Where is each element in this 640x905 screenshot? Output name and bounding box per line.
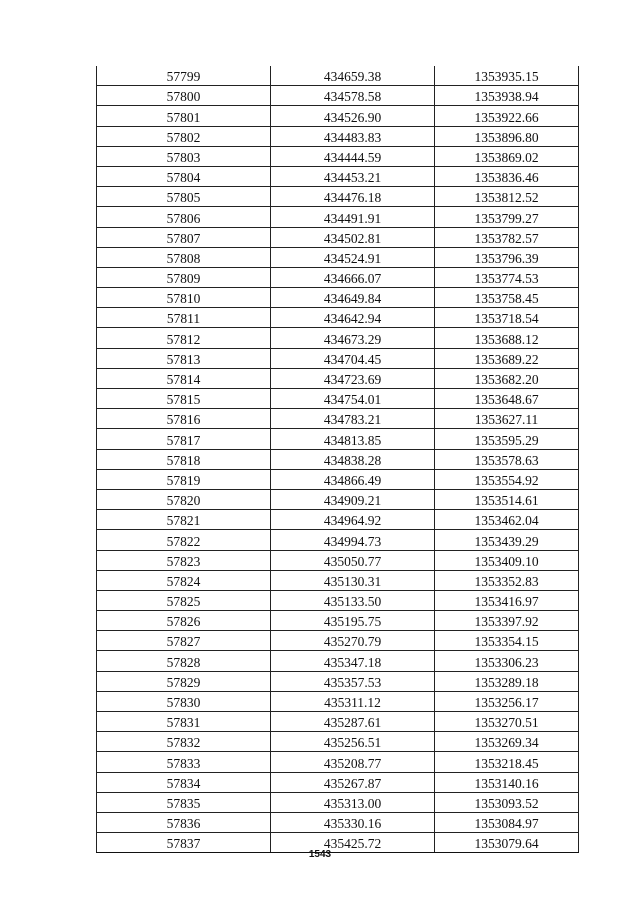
point-id-cell: 57826	[97, 611, 271, 631]
table-row	[97, 348, 579, 368]
table-row	[97, 691, 579, 711]
point-id-cell: 57827	[97, 631, 271, 651]
x-coordinate-cell: 434578.58	[271, 86, 435, 106]
point-id-cell: 57807	[97, 227, 271, 247]
table-row	[97, 187, 579, 207]
y-coordinate-cell: 1353812.52	[435, 187, 579, 207]
point-id-cell: 57835	[97, 792, 271, 812]
x-coordinate-cell: 434444.59	[271, 146, 435, 166]
x-coordinate-cell: 434524.91	[271, 247, 435, 267]
table-row	[97, 611, 579, 631]
x-coordinate-cell: 435425.72	[271, 833, 435, 853]
point-id-cell: 57810	[97, 288, 271, 308]
y-coordinate-cell: 1353079.64	[435, 833, 579, 853]
table-row	[97, 166, 579, 186]
y-coordinate-cell: 1353799.27	[435, 207, 579, 227]
point-id-cell: 57819	[97, 469, 271, 489]
x-coordinate-cell: 434783.21	[271, 409, 435, 429]
x-coordinate-cell: 435050.77	[271, 550, 435, 570]
y-coordinate-cell: 1353084.97	[435, 812, 579, 832]
y-coordinate-cell: 1353836.46	[435, 166, 579, 186]
x-coordinate-cell: 434964.92	[271, 510, 435, 530]
y-coordinate-cell: 1353782.57	[435, 227, 579, 247]
x-coordinate-cell: 435330.16	[271, 812, 435, 832]
x-coordinate-cell: 435347.18	[271, 651, 435, 671]
point-id-cell: 57823	[97, 550, 271, 570]
table-row	[97, 66, 579, 86]
y-coordinate-cell: 1353758.45	[435, 288, 579, 308]
coordinate-table	[96, 66, 579, 853]
point-id-cell: 57829	[97, 671, 271, 691]
x-coordinate-cell: 435313.00	[271, 792, 435, 812]
point-id-cell: 57804	[97, 166, 271, 186]
x-coordinate-cell: 434491.91	[271, 207, 435, 227]
x-coordinate-cell: 435287.61	[271, 712, 435, 732]
point-id-cell: 57833	[97, 752, 271, 772]
x-coordinate-cell: 434838.28	[271, 449, 435, 469]
x-coordinate-cell: 434704.45	[271, 348, 435, 368]
table-row	[97, 227, 579, 247]
y-coordinate-cell: 1353269.34	[435, 732, 579, 752]
point-id-cell: 57809	[97, 267, 271, 287]
table-row	[97, 712, 579, 732]
x-coordinate-cell: 435208.77	[271, 752, 435, 772]
table-row	[97, 308, 579, 328]
x-coordinate-cell: 434526.90	[271, 106, 435, 126]
table-row	[97, 590, 579, 610]
y-coordinate-cell: 1353462.04	[435, 510, 579, 530]
x-coordinate-cell: 434483.83	[271, 126, 435, 146]
y-coordinate-cell: 1353218.45	[435, 752, 579, 772]
y-coordinate-cell: 1353938.94	[435, 86, 579, 106]
y-coordinate-cell: 1353554.92	[435, 469, 579, 489]
table-row	[97, 389, 579, 409]
point-id-cell: 57824	[97, 570, 271, 590]
y-coordinate-cell: 1353270.51	[435, 712, 579, 732]
table-row	[97, 792, 579, 812]
point-id-cell: 57816	[97, 409, 271, 429]
point-id-cell: 57825	[97, 590, 271, 610]
table-row	[97, 247, 579, 267]
table-row	[97, 732, 579, 752]
x-coordinate-cell: 435195.75	[271, 611, 435, 631]
table-row	[97, 126, 579, 146]
point-id-cell: 57802	[97, 126, 271, 146]
point-id-cell: 57817	[97, 429, 271, 449]
point-id-cell: 57806	[97, 207, 271, 227]
table-row	[97, 86, 579, 106]
point-id-cell: 57812	[97, 328, 271, 348]
point-id-cell: 57801	[97, 106, 271, 126]
point-id-cell: 57803	[97, 146, 271, 166]
page-number: 1543	[308, 849, 332, 860]
y-coordinate-cell: 1353896.80	[435, 126, 579, 146]
y-coordinate-cell: 1353648.67	[435, 389, 579, 409]
x-coordinate-cell: 434866.49	[271, 469, 435, 489]
table-row	[97, 146, 579, 166]
table-row	[97, 489, 579, 509]
table-row	[97, 812, 579, 832]
x-coordinate-cell: 435270.79	[271, 631, 435, 651]
point-id-cell: 57811	[97, 308, 271, 328]
y-coordinate-cell: 1353627.11	[435, 409, 579, 429]
x-coordinate-cell: 435267.87	[271, 772, 435, 792]
y-coordinate-cell: 1353595.29	[435, 429, 579, 449]
table-row	[97, 671, 579, 691]
point-id-cell: 57815	[97, 389, 271, 409]
table-row	[97, 752, 579, 772]
table-row	[97, 449, 579, 469]
point-id-cell: 57836	[97, 812, 271, 832]
y-coordinate-cell: 1353409.10	[435, 550, 579, 570]
x-coordinate-cell: 434909.21	[271, 489, 435, 509]
y-coordinate-cell: 1353416.97	[435, 590, 579, 610]
table-row	[97, 530, 579, 550]
table-row	[97, 328, 579, 348]
x-coordinate-cell: 435130.31	[271, 570, 435, 590]
y-coordinate-cell: 1353774.53	[435, 267, 579, 287]
y-coordinate-cell: 1353397.92	[435, 611, 579, 631]
table-row	[97, 368, 579, 388]
y-coordinate-cell: 1353935.15	[435, 66, 579, 86]
point-id-cell: 57808	[97, 247, 271, 267]
table-row	[97, 106, 579, 126]
y-coordinate-cell: 1353578.63	[435, 449, 579, 469]
table-row	[97, 469, 579, 489]
x-coordinate-cell: 434476.18	[271, 187, 435, 207]
y-coordinate-cell: 1353256.17	[435, 691, 579, 711]
table-row	[97, 409, 579, 429]
y-coordinate-cell: 1353093.52	[435, 792, 579, 812]
point-id-cell: 57830	[97, 691, 271, 711]
x-coordinate-cell: 434754.01	[271, 389, 435, 409]
y-coordinate-cell: 1353869.02	[435, 146, 579, 166]
x-coordinate-cell: 435357.53	[271, 671, 435, 691]
x-coordinate-cell: 435311.12	[271, 691, 435, 711]
x-coordinate-cell: 434502.81	[271, 227, 435, 247]
point-id-cell: 57814	[97, 368, 271, 388]
x-coordinate-cell: 434642.94	[271, 308, 435, 328]
table-row	[97, 429, 579, 449]
y-coordinate-cell: 1353682.20	[435, 368, 579, 388]
table-row	[97, 510, 579, 530]
x-coordinate-cell: 434659.38	[271, 66, 435, 86]
x-coordinate-cell: 434666.07	[271, 267, 435, 287]
table-row	[97, 207, 579, 227]
table-row	[97, 631, 579, 651]
point-id-cell: 57813	[97, 348, 271, 368]
table-row	[97, 651, 579, 671]
table-row	[97, 550, 579, 570]
y-coordinate-cell: 1353718.54	[435, 308, 579, 328]
point-id-cell: 57820	[97, 489, 271, 509]
coordinate-table-body	[97, 66, 579, 853]
point-id-cell: 57805	[97, 187, 271, 207]
y-coordinate-cell: 1353306.23	[435, 651, 579, 671]
x-coordinate-cell: 435133.50	[271, 590, 435, 610]
table-row	[97, 570, 579, 590]
x-coordinate-cell: 435256.51	[271, 732, 435, 752]
y-coordinate-cell: 1353352.83	[435, 570, 579, 590]
y-coordinate-cell: 1353354.15	[435, 631, 579, 651]
table-row	[97, 267, 579, 287]
point-id-cell: 57832	[97, 732, 271, 752]
y-coordinate-cell: 1353289.18	[435, 671, 579, 691]
point-id-cell: 57821	[97, 510, 271, 530]
y-coordinate-cell: 1353140.16	[435, 772, 579, 792]
point-id-cell: 57822	[97, 530, 271, 550]
x-coordinate-cell: 434723.69	[271, 368, 435, 388]
y-coordinate-cell: 1353796.39	[435, 247, 579, 267]
x-coordinate-cell: 434813.85	[271, 429, 435, 449]
x-coordinate-cell: 434453.21	[271, 166, 435, 186]
x-coordinate-cell: 434994.73	[271, 530, 435, 550]
point-id-cell: 57799	[97, 66, 271, 86]
y-coordinate-cell: 1353439.29	[435, 530, 579, 550]
y-coordinate-cell: 1353689.22	[435, 348, 579, 368]
point-id-cell: 57800	[97, 86, 271, 106]
x-coordinate-cell: 434649.84	[271, 288, 435, 308]
x-coordinate-cell: 434673.29	[271, 328, 435, 348]
table-row	[97, 772, 579, 792]
point-id-cell: 57831	[97, 712, 271, 732]
y-coordinate-cell: 1353922.66	[435, 106, 579, 126]
point-id-cell: 57837	[97, 833, 271, 853]
point-id-cell: 57834	[97, 772, 271, 792]
y-coordinate-cell: 1353688.12	[435, 328, 579, 348]
table-row	[97, 288, 579, 308]
y-coordinate-cell: 1353514.61	[435, 489, 579, 509]
point-id-cell: 57818	[97, 449, 271, 469]
point-id-cell: 57828	[97, 651, 271, 671]
